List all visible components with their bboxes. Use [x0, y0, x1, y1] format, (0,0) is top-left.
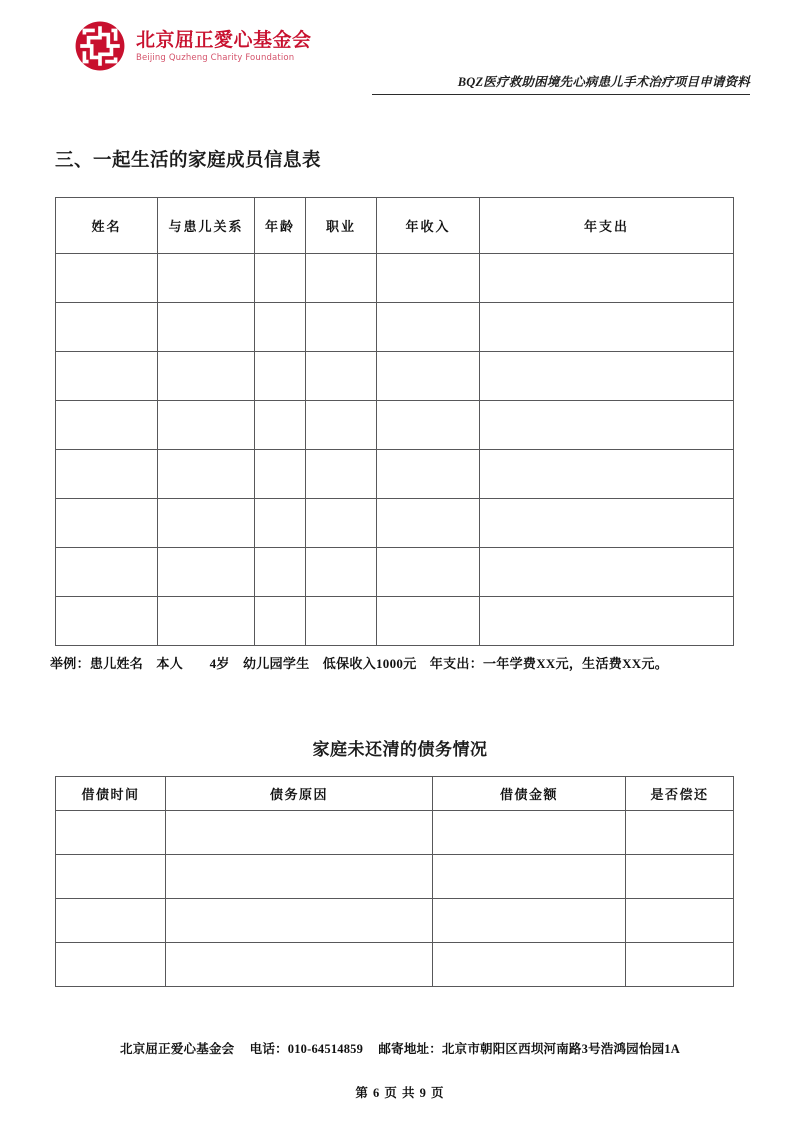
footer-organization: 北京屈正爱心基金会 — [120, 1042, 235, 1056]
footer-phone: 电话：010-64514859 — [249, 1042, 364, 1056]
cell-r5-c4[interactable] — [306, 450, 377, 499]
column-header-3: 年龄 — [255, 198, 306, 254]
page-number: 第 6 页 共 9 页 — [355, 1086, 445, 1100]
column-header-3: 借债金额 — [433, 777, 626, 811]
cell-r3-c6[interactable] — [480, 352, 734, 401]
cell-r1-c4[interactable] — [626, 811, 734, 855]
cell-r7-c1[interactable] — [56, 548, 158, 597]
table-row — [56, 548, 734, 597]
family-table-head — [56, 198, 734, 254]
cell-r1-c1[interactable] — [56, 811, 166, 855]
cell-r4-c3[interactable] — [433, 943, 626, 987]
cell-r1-c5[interactable] — [377, 254, 480, 303]
table-row — [56, 943, 734, 987]
cell-r7-c2[interactable] — [158, 548, 255, 597]
cell-r7-c5[interactable] — [377, 548, 480, 597]
example-note: 举例：患儿姓名 本人 4岁 幼儿园学生 低保收入1000元 年支出：一年学费XX元，生活费XX元。 — [50, 656, 669, 671]
table-header-row — [56, 198, 734, 254]
cell-r1-c3[interactable] — [255, 254, 306, 303]
cell-r5-c1[interactable] — [56, 450, 158, 499]
family-members-table — [55, 197, 734, 646]
cell-r4-c2[interactable] — [158, 401, 255, 450]
cell-r3-c2[interactable] — [158, 352, 255, 401]
column-header-2: 债务原因 — [166, 777, 433, 811]
brand-name-chinese: 北京屈正愛心基金会 — [136, 28, 312, 51]
column-header-4: 是否偿还 — [626, 777, 734, 811]
cell-r7-c3[interactable] — [255, 548, 306, 597]
cell-r7-c6[interactable] — [480, 548, 734, 597]
family-table-body — [56, 254, 734, 646]
brand-name-english: Beijing Quzheng Charity Foundation — [136, 53, 295, 64]
section-heading-family-members: 三、一起生活的家庭成员信息表 — [55, 150, 322, 171]
cell-r5-c3[interactable] — [255, 450, 306, 499]
brand-wordmark — [136, 28, 312, 65]
cell-r1-c1[interactable] — [56, 254, 158, 303]
cell-r8-c6[interactable] — [480, 597, 734, 646]
cell-r4-c5[interactable] — [377, 401, 480, 450]
letterhead — [74, 20, 312, 72]
cell-r3-c4[interactable] — [306, 352, 377, 401]
cell-r1-c2[interactable] — [158, 254, 255, 303]
cell-r2-c1[interactable] — [56, 855, 166, 899]
cell-r4-c3[interactable] — [255, 401, 306, 450]
table-header-row — [56, 777, 734, 811]
cell-r4-c2[interactable] — [166, 943, 433, 987]
cell-r7-c4[interactable] — [306, 548, 377, 597]
cell-r6-c5[interactable] — [377, 499, 480, 548]
cell-r2-c4[interactable] — [306, 303, 377, 352]
cell-r1-c2[interactable] — [166, 811, 433, 855]
cell-r8-c3[interactable] — [255, 597, 306, 646]
cell-r3-c1[interactable] — [56, 352, 158, 401]
table-row — [56, 899, 734, 943]
cell-r3-c4[interactable] — [626, 899, 734, 943]
cell-r1-c3[interactable] — [433, 811, 626, 855]
cell-r6-c3[interactable] — [255, 499, 306, 548]
cell-r2-c4[interactable] — [626, 855, 734, 899]
cell-r2-c5[interactable] — [377, 303, 480, 352]
table-row — [56, 254, 734, 303]
cell-r2-c6[interactable] — [480, 303, 734, 352]
cell-r4-c1[interactable] — [56, 401, 158, 450]
table-row — [56, 352, 734, 401]
cell-r3-c5[interactable] — [377, 352, 480, 401]
debt-table-body — [56, 811, 734, 987]
cell-r2-c1[interactable] — [56, 303, 158, 352]
table-row — [56, 597, 734, 646]
debt-table-head — [56, 777, 734, 811]
cell-r5-c6[interactable] — [480, 450, 734, 499]
cell-r6-c2[interactable] — [158, 499, 255, 548]
cell-r3-c2[interactable] — [166, 899, 433, 943]
table-row — [56, 811, 734, 855]
cell-r3-c3[interactable] — [433, 899, 626, 943]
document-footer — [0, 1039, 800, 1057]
cell-r4-c4[interactable] — [626, 943, 734, 987]
column-header-2: 与患儿关系 — [158, 198, 255, 254]
cell-r1-c4[interactable] — [306, 254, 377, 303]
cell-r8-c2[interactable] — [158, 597, 255, 646]
cell-r8-c4[interactable] — [306, 597, 377, 646]
cell-r2-c3[interactable] — [433, 855, 626, 899]
cell-r5-c5[interactable] — [377, 450, 480, 499]
footer-address: 邮寄地址：北京市朝阳区西坝河南路3号浩鸿园怡园1A — [378, 1042, 680, 1056]
cell-r2-c3[interactable] — [255, 303, 306, 352]
cell-r2-c2[interactable] — [166, 855, 433, 899]
cell-r3-c1[interactable] — [56, 899, 166, 943]
section-heading-debt: 家庭未还清的债务情况 — [312, 740, 488, 760]
cell-r5-c2[interactable] — [158, 450, 255, 499]
cell-r4-c1[interactable] — [56, 943, 166, 987]
table-row — [56, 450, 734, 499]
cell-r3-c3[interactable] — [255, 352, 306, 401]
running-header-text: BQZ医疗救助困境先心病患儿手术治疗项目申请资料 — [457, 75, 750, 89]
cell-r8-c1[interactable] — [56, 597, 158, 646]
table-row — [56, 499, 734, 548]
cell-r2-c2[interactable] — [158, 303, 255, 352]
cell-r6-c6[interactable] — [480, 499, 734, 548]
running-header — [372, 72, 750, 95]
column-header-5: 年收入 — [377, 198, 480, 254]
cell-r6-c1[interactable] — [56, 499, 158, 548]
table-row — [56, 401, 734, 450]
cell-r8-c5[interactable] — [377, 597, 480, 646]
quzheng-circular-emblem-icon — [74, 20, 126, 72]
cell-r1-c6[interactable] — [480, 254, 734, 303]
column-header-1: 借债时间 — [56, 777, 166, 811]
cell-r6-c4[interactable] — [306, 499, 377, 548]
debt-table — [55, 776, 734, 987]
column-header-6: 年支出 — [480, 198, 734, 254]
cell-r4-c4[interactable] — [306, 401, 377, 450]
table-row — [56, 303, 734, 352]
cell-r4-c6[interactable] — [480, 401, 734, 450]
column-header-4: 职业 — [306, 198, 377, 254]
column-header-1: 姓名 — [56, 198, 158, 254]
table-row — [56, 855, 734, 899]
